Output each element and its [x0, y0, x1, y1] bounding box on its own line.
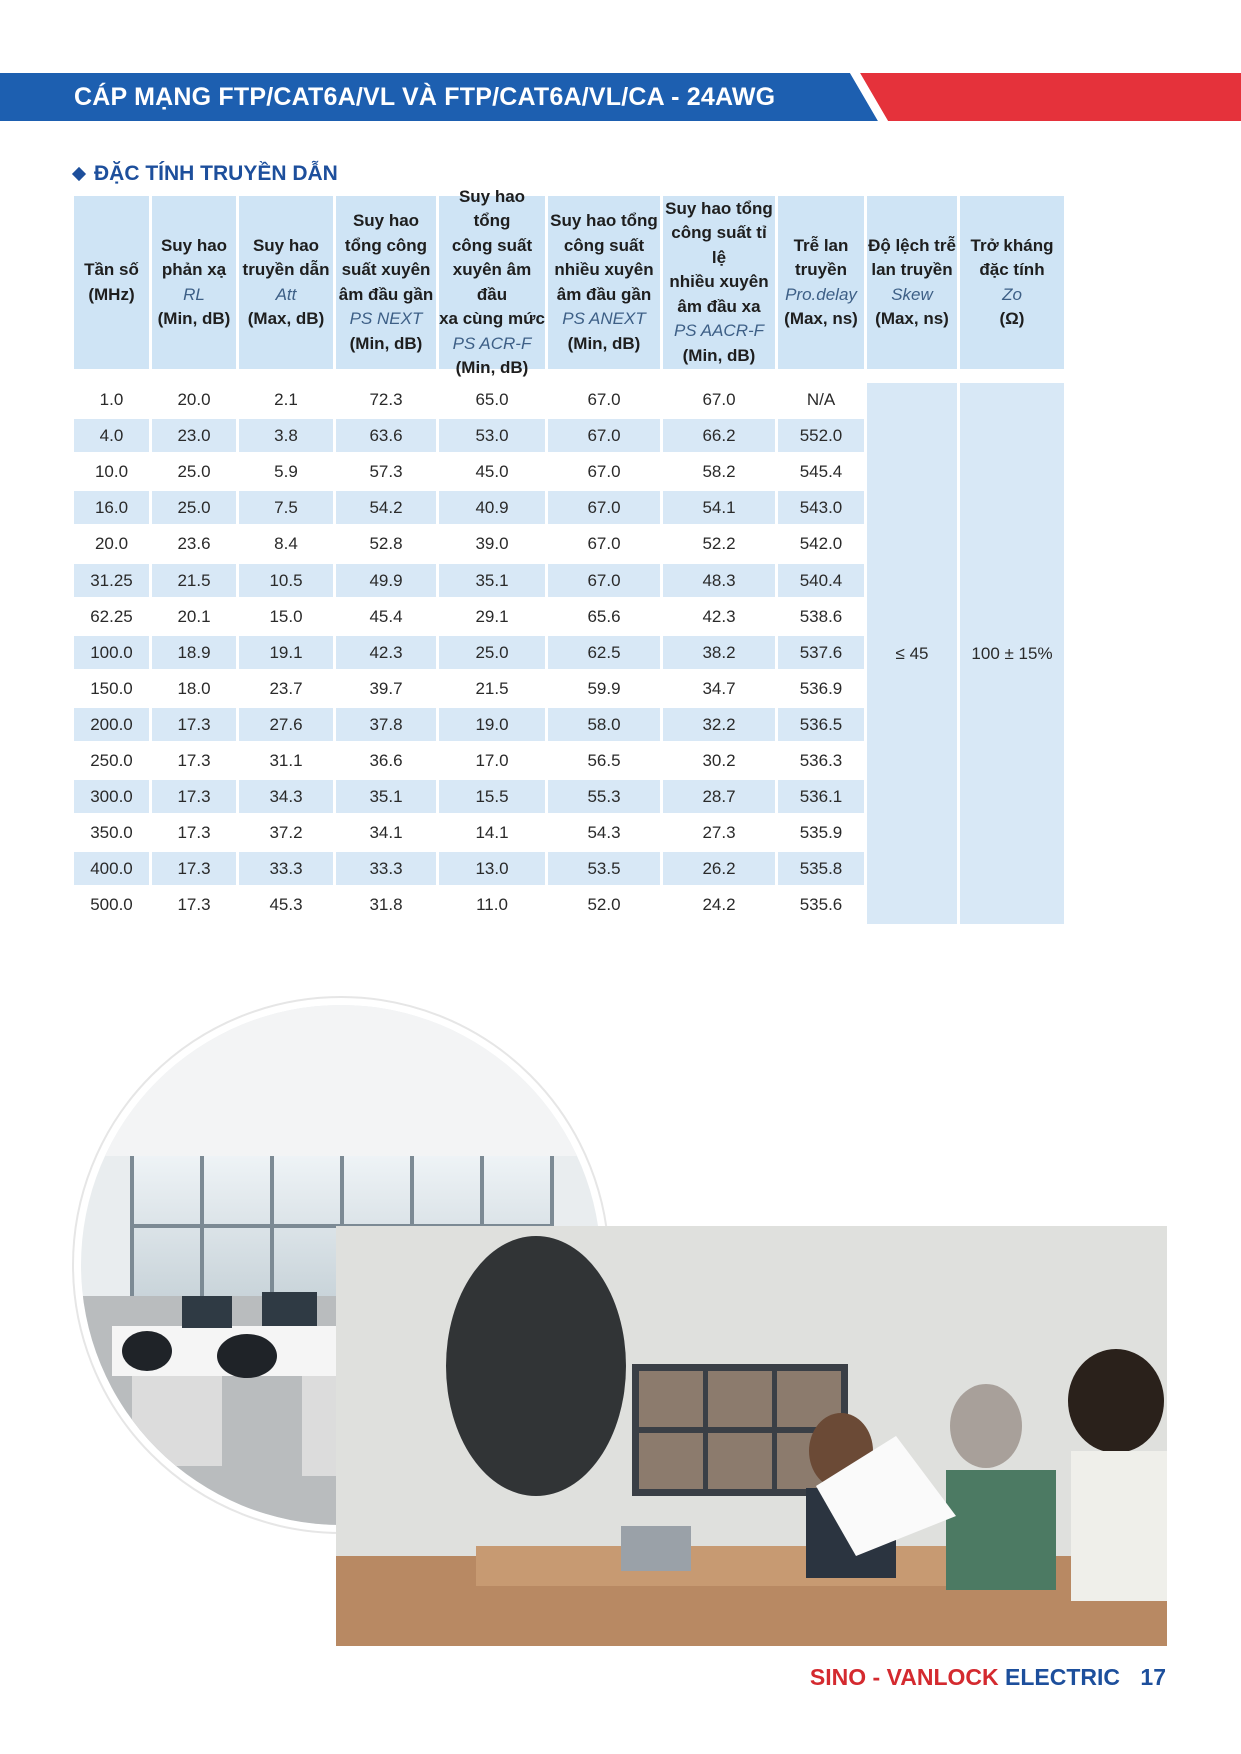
table-cell: 536.5 [778, 708, 864, 741]
header-label-line: Trễ lan [793, 235, 849, 255]
table-cell: 31.8 [369, 895, 403, 915]
table-cell: 3.8 [239, 419, 333, 452]
header-abbreviation: Zo [1002, 284, 1022, 304]
table-cell: 31.25 [74, 564, 149, 597]
table-row [74, 708, 957, 741]
table-cell: 21.5 [475, 678, 509, 698]
header-label-line: âm đầu xa [677, 296, 761, 316]
table-cell: 25.0 [152, 491, 236, 524]
header-label-line: công suất tỉ lệ [671, 223, 767, 267]
footer-brand [810, 1664, 1166, 1691]
table-cell: 17.3 [177, 895, 211, 915]
table-cell: 33.3 [336, 852, 436, 885]
table-cell: 39.0 [475, 534, 509, 554]
header-unit: (Min, dB) [567, 333, 641, 353]
table-cell: 38.2 [663, 636, 775, 669]
table-cell: 552.0 [778, 419, 864, 452]
table-row [74, 491, 957, 524]
table-cell: 10.0 [94, 462, 129, 482]
header-label-line: nhiều xuyên [669, 272, 769, 292]
table-cell: 36.6 [369, 751, 403, 770]
table-cell: 5.9 [274, 462, 298, 482]
header-abbreviation: RL [183, 284, 205, 304]
table-cell: 17.3 [152, 852, 236, 885]
table-cell: 30.2 [702, 751, 736, 770]
header-cell [239, 196, 333, 369]
table-cell: 67.0 [702, 390, 736, 409]
header-unit: (Min, dB) [157, 309, 231, 328]
table-cell: 10.5 [239, 564, 333, 597]
table-cell: 67.0 [548, 491, 660, 524]
table-row [74, 600, 957, 633]
table-cell: 536.1 [778, 780, 864, 813]
header-label-line: suất xuyên [341, 260, 431, 279]
table-cell: 57.3 [369, 462, 403, 482]
header-unit: (Max, ns) [784, 309, 858, 328]
page-number: 17 [1140, 1664, 1166, 1690]
table-cell: 535.6 [799, 895, 843, 915]
table-cell: 52.0 [587, 895, 621, 915]
table-cell: 42.3 [336, 636, 436, 669]
header-cell [960, 196, 1064, 369]
header-label-line: Tần số [84, 260, 139, 279]
header-abbreviation: PS AACR-F [673, 321, 765, 341]
header-label-line: âm đầu gần [556, 284, 652, 304]
header-cell [867, 196, 957, 369]
table-cell: 535.8 [778, 852, 864, 885]
header-cell [152, 196, 236, 369]
table-cell: 28.7 [663, 780, 775, 813]
table-cell: 536.9 [799, 678, 843, 698]
header-unit: (Max, ns) [875, 309, 949, 328]
table-cell: 538.6 [799, 606, 843, 626]
header-cell [336, 196, 436, 369]
table-cell: 66.2 [663, 419, 775, 452]
table-cell: 53.5 [548, 852, 660, 885]
table-cell: 17.3 [152, 708, 236, 741]
section-heading [70, 160, 338, 188]
header-cell [74, 196, 149, 369]
brand-sino: SINO [809, 1664, 867, 1690]
header-unit: (Min, dB) [349, 333, 423, 353]
table-row [74, 527, 957, 560]
header-cell [778, 196, 864, 369]
table-cell: 54.1 [663, 491, 775, 524]
table-header [74, 186, 1165, 377]
header-label-line: truyền dẫn [242, 260, 330, 279]
table-row [74, 564, 957, 597]
header-label-line: lan truyền [871, 260, 953, 279]
table-cell: 1.0 [99, 390, 124, 409]
table-cell: 350.0 [90, 823, 133, 843]
table-cell: 537.6 [778, 636, 864, 669]
table-cell: 7.5 [239, 491, 333, 524]
table-cell: 17.3 [152, 780, 236, 813]
table-cell: 55.3 [548, 780, 660, 813]
table-cell: 17.3 [177, 823, 211, 843]
table-cell: 67.0 [548, 564, 660, 597]
table-cell: 39.7 [369, 678, 403, 698]
header-unit: (Min, dB) [455, 358, 529, 377]
table-cell: 543.0 [778, 491, 864, 524]
table-cell: 400.0 [74, 852, 149, 885]
table-cell: 34.3 [239, 780, 333, 813]
header-label-line: âm đầu gần [338, 284, 434, 304]
table-row [74, 672, 957, 705]
table-cell: 32.2 [663, 708, 775, 741]
header-label-line: Suy hao [352, 211, 420, 230]
table-cell: 52.8 [369, 534, 403, 554]
table-cell: 100.0 [74, 636, 149, 669]
table-cell: 34.1 [369, 823, 403, 843]
table-cell: 11.0 [476, 895, 508, 915]
header-cell [439, 186, 545, 377]
header-label-line: Suy hao [252, 235, 320, 255]
table-cell: 40.9 [439, 491, 545, 524]
table-cell: 49.9 [336, 564, 436, 597]
table-cell: 58.2 [702, 462, 736, 482]
table-cell: 58.0 [548, 708, 660, 741]
table-cell: 48.3 [663, 564, 775, 597]
table-cell: 29.1 [475, 606, 509, 626]
table-cell: 63.6 [336, 419, 436, 452]
table-row [74, 852, 957, 885]
header-label-line: Độ lệch trễ [868, 235, 956, 255]
table-cell: 27.6 [239, 708, 333, 741]
table-cell: 54.2 [336, 491, 436, 524]
table-cell: 45.0 [475, 462, 509, 482]
header-label-line: phản xạ [161, 260, 227, 279]
table-cell: 26.2 [663, 852, 775, 885]
table-cell: 24.2 [702, 895, 736, 915]
table-cell: 67.0 [587, 534, 621, 554]
table-row [74, 455, 957, 488]
header-cell [663, 196, 775, 369]
table-cell: 250.0 [90, 751, 133, 770]
table-cell: 25.0 [177, 462, 211, 482]
table-cell: 15.0 [269, 606, 303, 626]
header-label-line: công suất [563, 235, 645, 255]
header-unit: (Max, dB) [247, 309, 325, 328]
header-label-line: công suất [451, 235, 533, 255]
table-cell: 20.1 [177, 606, 211, 626]
header-abbreviation: Pro.delay [785, 284, 857, 304]
table-row [74, 419, 957, 452]
section-title: ĐẶC TÍNH TRUYỀN DẪN [94, 162, 338, 185]
table-cell: 67.0 [548, 419, 660, 452]
table-cell: 59.9 [587, 678, 621, 698]
table-cell: 19.1 [239, 636, 333, 669]
header-label-line: đặc tính [979, 260, 1045, 279]
table-cell: 23.6 [177, 534, 211, 554]
header-label-line: Suy hao tổng [550, 211, 658, 230]
table-cell: 17.0 [475, 751, 509, 770]
meeting-photo [336, 1226, 1167, 1646]
diamond-bullet-icon [72, 167, 86, 181]
table-cell: 20.0 [94, 534, 129, 554]
impedance-merged-cell: 100 ± 15% [960, 383, 1064, 924]
header-label-line: Suy hao tổng [458, 186, 526, 230]
header-label-line: Suy hao tổng [665, 198, 773, 218]
header-label-line: Suy hao [160, 235, 228, 255]
header-label-line: xa cùng mức [439, 309, 545, 328]
table-cell: 37.8 [336, 708, 436, 741]
table-cell: 65.6 [587, 606, 621, 626]
brand-vanlock: VANLOCK [886, 1664, 999, 1690]
header-abbreviation: Skew [891, 284, 933, 304]
header-label-line: tổng công [344, 235, 428, 255]
table-row [74, 636, 957, 669]
header-unit: (Min, dB) [682, 345, 756, 365]
skew-merged-cell: ≤ 45 [867, 383, 957, 924]
table-cell: 545.4 [799, 462, 843, 482]
table-row [74, 744, 957, 777]
header-abbreviation: PS ACR-F [452, 333, 532, 353]
header-label-line: truyền [795, 260, 847, 279]
table-cell: 31.1 [269, 751, 303, 770]
table-cell: 56.5 [587, 751, 621, 770]
table-cell: 67.0 [587, 462, 621, 482]
table-cell: 23.7 [269, 678, 303, 698]
table-cell: 34.7 [702, 678, 736, 698]
table-cell: 13.0 [439, 852, 545, 885]
table-cell: 150.0 [90, 678, 133, 698]
table-cell: 18.9 [152, 636, 236, 669]
table-cell: 54.3 [587, 823, 621, 843]
table-row [74, 780, 957, 813]
table-cell: 21.5 [152, 564, 236, 597]
header-label-line: xuyên âm đầu [452, 260, 532, 304]
table-cell: 20.0 [177, 390, 211, 409]
table-cell: 65.0 [475, 390, 509, 409]
table-cell: 67.0 [587, 390, 621, 409]
table-row [74, 816, 957, 849]
brand-separator: - [866, 1664, 887, 1690]
header-cell [548, 196, 660, 369]
table-cell: 4.0 [74, 419, 149, 452]
table-cell: 42.3 [702, 606, 736, 626]
table-cell: 18.0 [177, 678, 211, 698]
table-cell: 35.1 [439, 564, 545, 597]
header-unit: (Ω) [999, 309, 1025, 328]
header-label-line: Trở kháng [970, 235, 1054, 255]
table-cell: 52.2 [702, 534, 736, 554]
table-cell: 2.1 [274, 390, 298, 409]
header-abbreviation: PS ANEXT [562, 309, 646, 328]
table-cell: 37.2 [269, 823, 303, 843]
table-cell: 25.0 [439, 636, 545, 669]
page-title: CÁP MẠNG FTP/CAT6A/VL VÀ FTP/CAT6A/VL/CA - 24AWG [74, 83, 776, 111]
header-label-line: nhiều xuyên [554, 260, 654, 279]
table-cell: 15.5 [439, 780, 545, 813]
table-cell: N/A [806, 390, 836, 409]
header-banner [0, 73, 1241, 121]
header-abbreviation: Att [275, 284, 297, 304]
table-cell: 62.25 [90, 606, 133, 626]
table-cell: 16.0 [74, 491, 149, 524]
table-row [74, 383, 957, 416]
table-cell: 27.3 [702, 823, 736, 843]
table-cell: 17.3 [177, 751, 211, 770]
table-row [74, 888, 957, 921]
table-cell: 53.0 [439, 419, 545, 452]
table-cell: 536.3 [799, 751, 843, 770]
table-cell: 35.1 [336, 780, 436, 813]
brand-electric: ELECTRIC [1005, 1664, 1121, 1690]
table-cell: 23.0 [152, 419, 236, 452]
table-cell: 540.4 [778, 564, 864, 597]
table-cell: 72.3 [369, 390, 403, 409]
table-cell: 542.0 [799, 534, 843, 554]
table-cell: 45.4 [369, 606, 403, 626]
table-cell: 300.0 [74, 780, 149, 813]
table-cell: 500.0 [90, 895, 133, 915]
table-cell: 33.3 [239, 852, 333, 885]
table-cell: 535.9 [799, 823, 843, 843]
table-cell: 200.0 [74, 708, 149, 741]
table-cell: 62.5 [548, 636, 660, 669]
table-cell: 19.0 [439, 708, 545, 741]
header-abbreviation: PS NEXT [349, 309, 423, 328]
table-cell: 8.4 [274, 534, 298, 554]
table-cell: 14.1 [475, 823, 509, 843]
header-label-line: (MHz) [88, 284, 135, 304]
table-cell: 45.3 [269, 895, 303, 915]
